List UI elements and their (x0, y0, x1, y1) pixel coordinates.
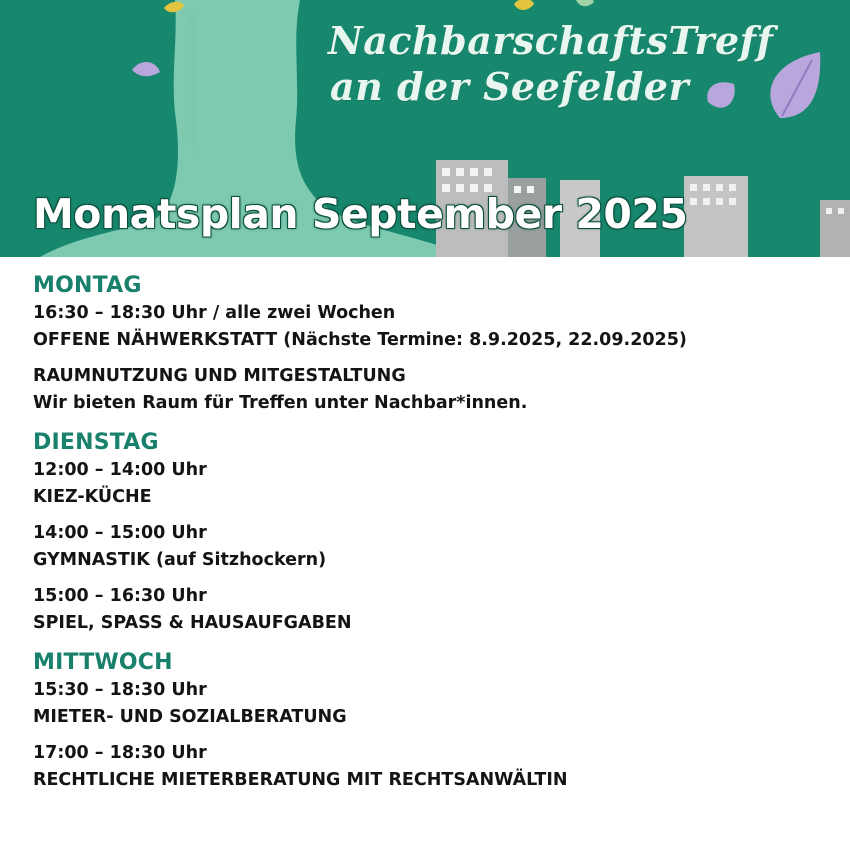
event-title: GYMNASTIK (auf Sitzhockern) (33, 550, 327, 570)
leaf-icon (514, 0, 534, 10)
event-item (33, 583, 833, 637)
event-item (33, 677, 833, 731)
event-item (33, 740, 833, 794)
event-item (33, 457, 833, 511)
day-monday (33, 272, 833, 417)
event-time: 12:00 – 14:00 Uhr (33, 460, 207, 480)
event-title: OFFENE NÄHWERKSTATT (Nächste Termine: 8.9.2025, 22.09.2025) (33, 330, 687, 350)
day-wednesday (33, 649, 833, 794)
day-heading: MITTWOCH (33, 650, 173, 675)
event-time: 14:00 – 15:00 Uhr (33, 523, 207, 543)
event-time: 15:00 – 16:30 Uhr (33, 586, 207, 606)
page-title: Monatsplan September 2025 (33, 190, 688, 238)
event-item (33, 363, 833, 417)
event-item (33, 520, 833, 574)
leaf-icon (770, 52, 820, 118)
day-heading: MONTAG (33, 273, 142, 298)
event-title: SPIEL, SPASS & HAUSAUFGABEN (33, 613, 352, 633)
event-title: RECHTLICHE MIETERBERATUNG MIT RECHTSANWÄLTIN (33, 770, 568, 790)
event-time: 16:30 – 18:30 Uhr / alle zwei Wochen (33, 303, 396, 323)
event-title: MIETER- UND SOZIALBERATUNG (33, 707, 347, 727)
schedule (33, 272, 833, 806)
brand-logo (328, 18, 773, 110)
day-tuesday (33, 429, 833, 637)
header-banner (0, 0, 850, 257)
leaf-icon (132, 62, 160, 76)
brand-line-1: NachbarschaftsTreff (328, 18, 774, 63)
event-time: 17:00 – 18:30 Uhr (33, 743, 207, 763)
event-time: RAUMNUTZUNG UND MITGESTALTUNG (33, 366, 406, 386)
event-item (33, 300, 833, 354)
brand-line-2: an der Seefelder (330, 64, 689, 109)
event-title: Wir bieten Raum für Treffen unter Nachbar*innen. (33, 393, 528, 413)
event-title: KIEZ-KÜCHE (33, 487, 152, 507)
day-heading: DIENSTAG (33, 430, 159, 455)
event-time: 15:30 – 18:30 Uhr (33, 680, 207, 700)
leaf-icon (576, 0, 594, 6)
